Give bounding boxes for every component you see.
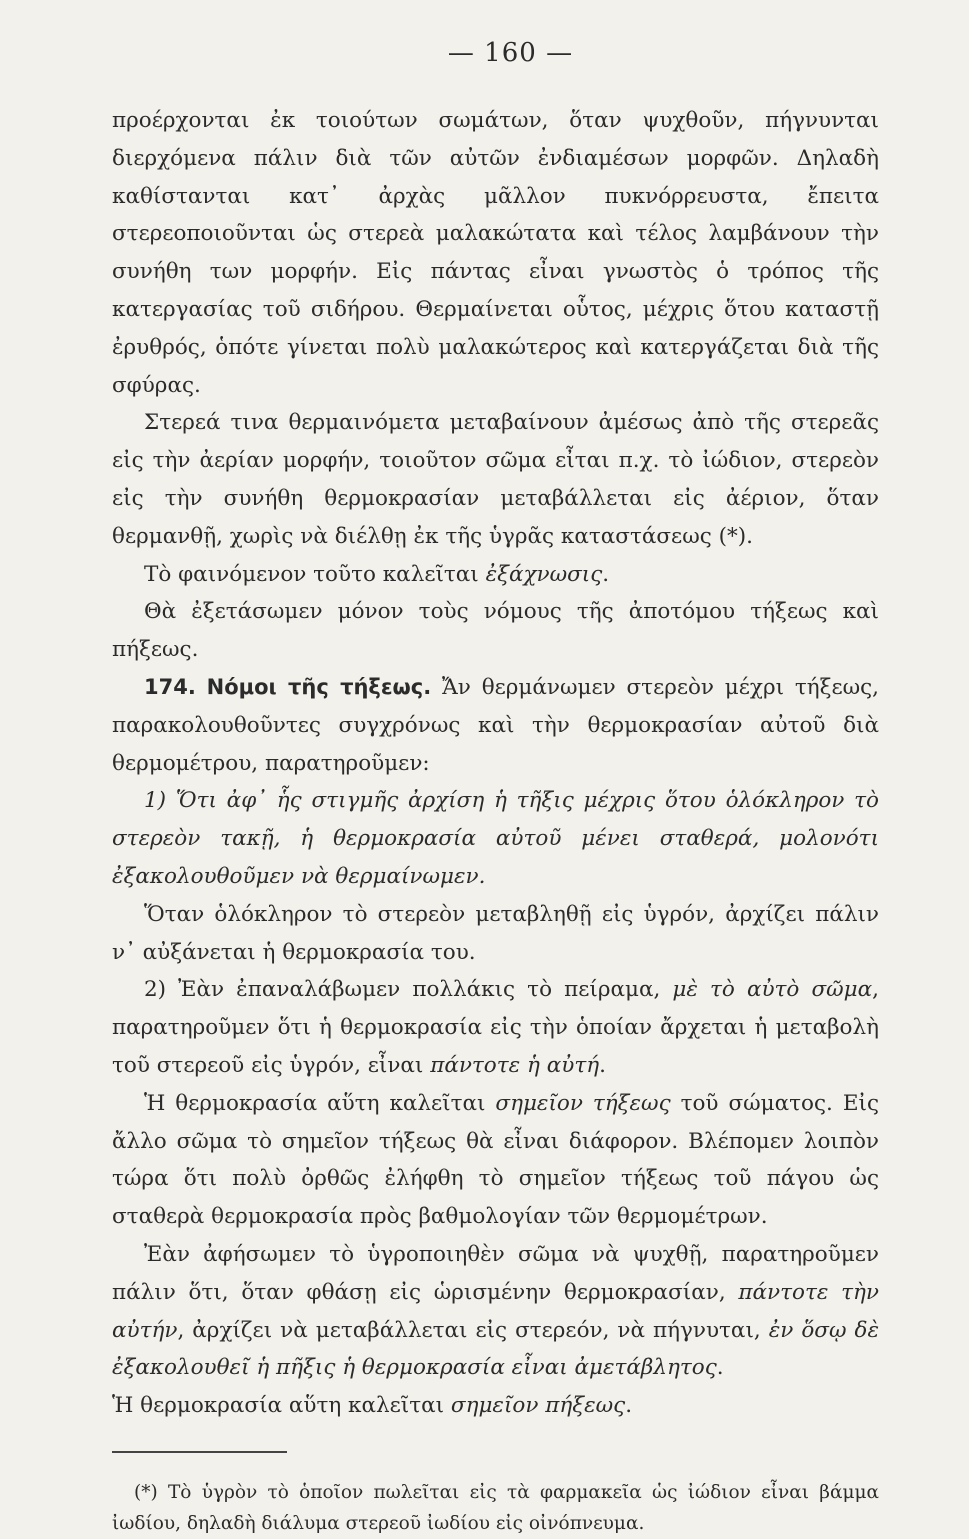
paragraph-text: 2) Ἐὰν ἐπαναλάβωμεν πολλάκις τὸ πείραμα, <box>144 977 673 1003</box>
paragraph-text: 1) Ὅτι ἀφ᾽ ἧς στιγμῆς ἀρχίση ἡ τῆξις μέχρις ὅτου ὁλόκληρον τὸ στερεὸν τακῇ, ἡ θερμοκρασία αὐτοῦ μένει σταθερά, μολονότι ἐξακολουθοῦμεν νὰ θερμαίνωμεν. <box>112 788 879 889</box>
paragraph-text: . <box>625 1393 633 1419</box>
paragraph-text: . <box>599 1052 606 1078</box>
paragraph-law-1 <box>112 782 879 895</box>
paragraph-melting-point <box>112 1085 879 1236</box>
paragraph-text: Ὅταν ὁλόκληρον τὸ στερεὸν μεταβληθῇ εἰς ὑγρόν, ἀρχίζει πάλιν ν᾽ αὐξάνεται ἡ θερμοκρασία του. <box>112 901 879 965</box>
paragraph-text: Ἡ θερμοκρασία αὕτη καλεῖται <box>144 1090 496 1116</box>
paragraph-text: , ἀρχίζει νὰ μεταβάλλεται εἰς στερεόν, νὰ πήγνυται, <box>177 1317 769 1343</box>
paragraph-text: Ἡ θερμοκρασία αὕτη καλεῖται <box>112 1393 451 1419</box>
paragraph-text: Τὸ φαινόμενον τοῦτο καλεῖται <box>144 561 486 587</box>
paragraph-sublimation <box>112 404 879 555</box>
section-title: Νόμοι τῆς τήξεως. <box>206 674 432 699</box>
paragraph-melting-intro <box>112 102 879 404</box>
paragraph-after-melting <box>112 896 879 972</box>
paragraph-text: Ἐὰν ἀφήσωμεν τὸ ὑγροποιηθὲν σῶμα νὰ ψυχθῇ, παρατηροῦμεν πάλιν ὅτι, ὅταν φθάσῃ εἰς ὡρισμένην θερμοκρασίαν, <box>112 1241 879 1305</box>
paragraph-text: τοῦ σώματος. Εἰς ἄλλο σῶμα τὸ σημεῖον τήξεως θὰ εἶναι διάφορον. Βλέπομεν λοιπὸν τώρα ὅτι πολὺ ὀρθῶς ἐλήφθη τὸ σημεῖον τήξεως τοῦ πάγου ὡς σταθερὰ θερμοκρασία πρὸς βαθμολογίαν τῶν θερμομέτρων. <box>112 1090 879 1230</box>
paragraph-solidification <box>112 1236 879 1387</box>
footnote-divider <box>112 1451 287 1453</box>
paragraph-text: . <box>716 1355 724 1381</box>
emphasis-always-same: πάντοτε τὴν αὐτήν <box>112 1279 879 1343</box>
paragraph-text: προέρχονται ἐκ τοιούτων σωμάτων, ὅταν ψυχθοῦν, πήγνυνται διερχόμενα πάλιν διὰ τῶν αὐτῶν ἐνδιαμέσων μορφῶν. Δηλαδὴ καθίστανται κατ᾽ ἀρχὰς μᾶλλον πυκνόρρευστα, ἔπειτα στερεοποιοῦνται ὡς στερεὰ μαλακώτατα καὶ τέλος λαμβάνουν τὴν συνήθη των μορφήν. Εἰς πάντας εἶναι γνωστὸς ὁ τρόπος τῆς κατεργασίας τοῦ σιδήρου. Θερμαίνεται οὗτος, μέχρις ὅτου καταστῇ ἐρυθρός, ὁπότε γίνεται πολὺ μαλακώτερος καὶ κατεργάζεται διὰ τῆς σφύρας. <box>112 108 879 398</box>
paragraph-freezing-point <box>112 1387 879 1425</box>
paragraph-text: Θὰ ἐξετάσωμεν μόνον τοὺς νόμους τῆς ἀποτόμου τήξεως καὶ πήξεως. <box>112 599 879 663</box>
page-number: — 160 — <box>447 38 574 68</box>
footnote-iodine: (*) Τὸ ὑγρὸν τὸ ὁποῖον πωλεῖται εἰς τὰ φαρμακεῖα ὡς ἰώδιον εἶναι βάμμα ἰωδίου, δηλαδὴ διάλυμα στερεοῦ ἰωδίου εἰς οἰνόπνευμα. <box>112 1481 879 1534</box>
body-text <box>112 102 879 1425</box>
paragraph-text: , παρατηροῦμεν ὅτι ἡ θερμοκρασία εἰς τὴν ὁποίαν ἄρχεται ἡ μεταβολὴ τοῦ στερεοῦ εἰς ὑγρόν, εἶναι <box>112 977 880 1078</box>
term-melting-point: σημεῖον τήξεως <box>495 1090 671 1116</box>
paragraph-law-2 <box>112 971 879 1084</box>
paragraph-sublimation-term <box>112 556 879 594</box>
footnotes <box>112 1477 879 1539</box>
paragraph-text: Ἄν θερμάνωμεν στερεὸν μέχρι τήξεως, παρακολουθοῦντες συγχρόνως καὶ τὴν θερμοκρασίαν αὐτοῦ διὰ θερμομέτρου, παρατηροῦμεν: <box>112 674 879 776</box>
paragraph-scope <box>112 593 879 669</box>
paragraph-text: . <box>602 561 610 587</box>
emphasis-always-same: πάντοτε ἡ αὐτή <box>430 1052 600 1078</box>
emphasis-same-body: μὲ τὸ αὐτὸ σῶμα <box>672 977 873 1003</box>
term-sublimation: ἐξάχνωσις <box>485 561 603 587</box>
term-freezing-point: σημεῖον πήξεως <box>450 1393 626 1419</box>
paragraph-text: Στερεά τινα θερμαινόμετα μεταβαίνουν ἀμέσως ἀπὸ τῆς στερεᾶς εἰς τὴν ἀερίαν μορφήν, τοιοῦτον σῶμα εἶται π.χ. τὸ ἰώδιον, στερεὸν εἰς τὴν συνήθη θερμοκρασίαν μεταβάλλεται εἰς ἀέριον, ὅταν θερμανθῇ, χωρὶς νὰ διέλθῃ ἐκ τῆς ὑγρᾶς καταστάσεως (*). <box>112 410 879 549</box>
emphasis-constant-temperature: ἐν ὅσῳ δὲ ἐξακολουθεῖ ἡ πῆξις ἡ θερμοκρασία εἶναι ἀμετάβλητος <box>112 1317 879 1381</box>
section-number: 174. <box>144 674 196 699</box>
paragraph-section-174 <box>112 669 879 782</box>
